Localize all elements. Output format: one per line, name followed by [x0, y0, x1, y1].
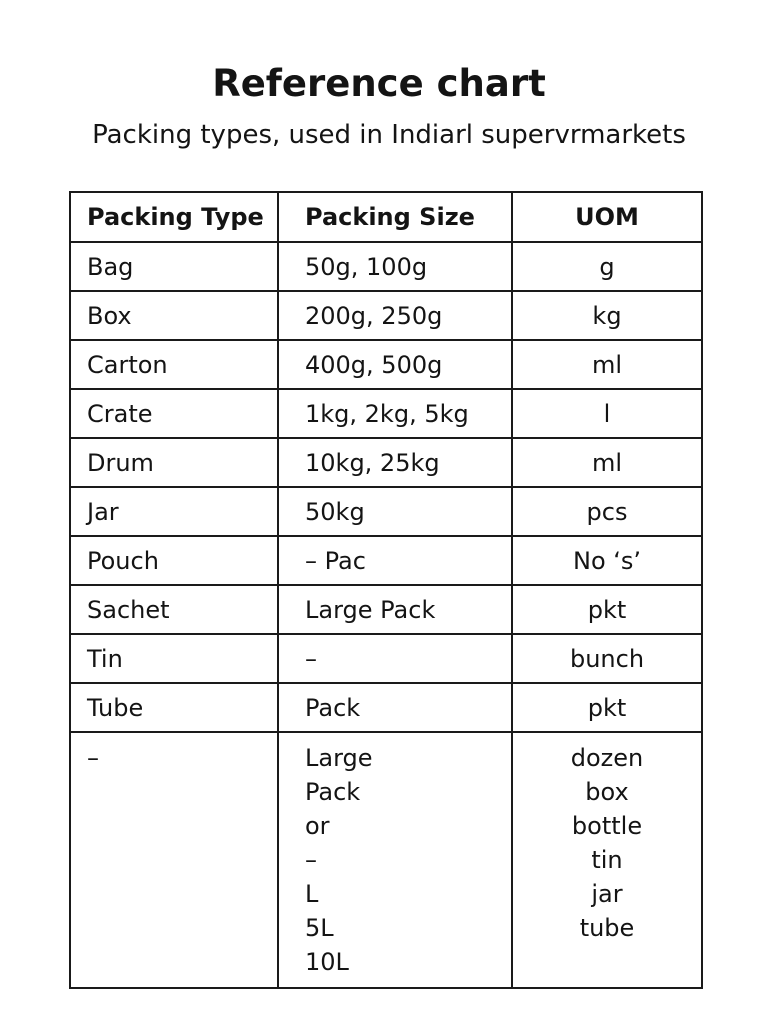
cell-packing-size: 1kg, 2kg, 5kg [278, 389, 512, 438]
cell-packing-type: Crate [70, 389, 278, 438]
uom-line: jar [591, 880, 623, 908]
table-row [70, 634, 702, 683]
cell-uom: kg [512, 291, 702, 340]
table-row [70, 242, 702, 291]
reference-table [69, 191, 703, 989]
cell-uom: l [512, 389, 702, 438]
cell-packing-size: Pack [278, 683, 512, 732]
page-title: Reference chart [212, 62, 546, 105]
table-row [70, 291, 702, 340]
table-row [70, 585, 702, 634]
cell-packing-type: Jar [70, 487, 278, 536]
cell-packing-type: Drum [70, 438, 278, 487]
cell-packing-size: 10kg, 25kg [278, 438, 512, 487]
cell-packing-type: Sachet [70, 585, 278, 634]
cell-uom: pkt [512, 585, 702, 634]
cell-uom: ml [512, 438, 702, 487]
size-line: 10L [305, 948, 349, 976]
cell-packing-size: 400g, 500g [278, 340, 512, 389]
table-row [70, 683, 702, 732]
table-row [70, 487, 702, 536]
header-packing-size: Packing Size [278, 192, 512, 242]
cell-packing-type: Tin [70, 634, 278, 683]
size-line: Large [305, 744, 373, 772]
cell-uom: pcs [512, 487, 702, 536]
cell-uom: bunch [512, 634, 702, 683]
cell-packing-type: Pouch [70, 536, 278, 585]
cell-packing-type: Bag [70, 242, 278, 291]
uom-line: bottle [571, 812, 643, 840]
table-header-row [70, 192, 702, 242]
header-packing-type: Packing Type [70, 192, 278, 242]
cell-packing-size: 50kg [278, 487, 512, 536]
table-row [70, 536, 702, 585]
cell-packing-type: – [70, 732, 278, 988]
uom-line: tube [579, 914, 635, 942]
size-line: L [305, 880, 319, 908]
table-row [70, 340, 702, 389]
size-line: 5L [305, 914, 334, 942]
cell-uom-list [512, 732, 702, 988]
cell-packing-type: Carton [70, 340, 278, 389]
cell-uom: g [512, 242, 702, 291]
cell-uom: pkt [512, 683, 702, 732]
cell-packing-type: Tube [70, 683, 278, 732]
size-line: Pack [305, 778, 361, 806]
cell-packing-size: Large Pack [278, 585, 512, 634]
cell-packing-size: – Pac [278, 536, 512, 585]
uom-line: box [585, 778, 629, 806]
page-subtitle: Packing types, used in Indiarl supervrmarkets [92, 120, 686, 150]
uom-line: tin [591, 846, 623, 874]
table-row [70, 438, 702, 487]
header-uom: UOM [512, 192, 702, 242]
cell-uom: ml [512, 340, 702, 389]
cell-packing-type: Box [70, 291, 278, 340]
size-line: – [305, 846, 317, 874]
cell-uom: No ‘s’ [512, 536, 702, 585]
cell-packing-size: 50g, 100g [278, 242, 512, 291]
cell-packing-size: 200g, 250g [278, 291, 512, 340]
uom-line: dozen [570, 744, 644, 772]
cell-packing-size-list [278, 732, 512, 988]
table-row [70, 389, 702, 438]
size-line: or [305, 812, 330, 840]
cell-packing-size: – [278, 634, 512, 683]
table-row-last [70, 732, 702, 988]
